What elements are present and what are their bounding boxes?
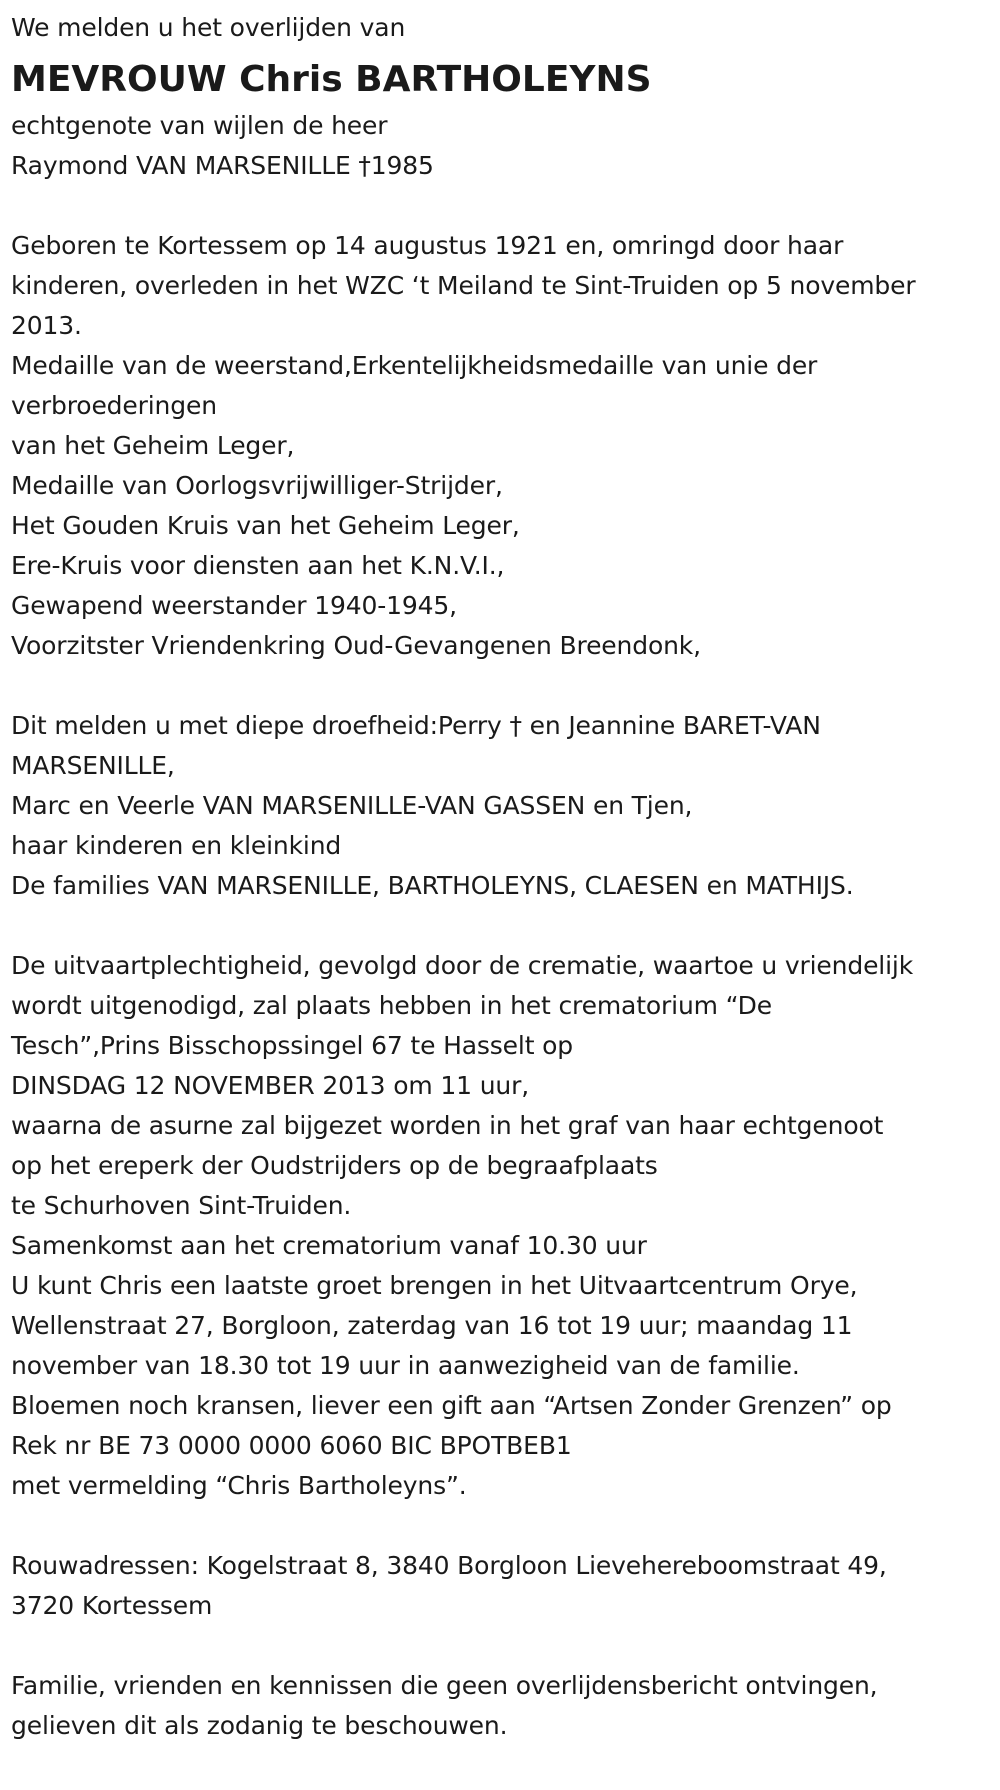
family-section	[11, 706, 989, 906]
ceremony-line: met vermelding “Chris Bartholeyns”.	[11, 1471, 467, 1500]
bio-line: Gewapend weerstander 1940-1945,	[11, 591, 457, 620]
bio-line: Medaille van de weerstand,Erkentelijkheidsmedaille van unie der	[11, 351, 818, 380]
intro-line: We melden u het overlijden van	[11, 13, 406, 42]
closing-line: Familie, vrienden en kennissen die geen overlijdensbericht ontvingen,	[11, 1671, 878, 1700]
bio-line: verbroederingen	[11, 391, 217, 420]
ceremony-line: Samenkomst aan het crematorium vanaf 10.30 uur	[11, 1231, 647, 1260]
bio-line: Het Gouden Kruis van het Geheim Leger,	[11, 511, 520, 540]
deceased-name: MEVROUW Chris BARTHOLEYNS	[11, 59, 652, 100]
ceremony-line: DINSDAG 12 NOVEMBER 2013 om 11 uur,	[11, 1071, 530, 1100]
closing-section	[11, 1666, 989, 1746]
ceremony-line: te Schurhoven Sint-Truiden.	[11, 1191, 352, 1220]
bio-line: kinderen, overleden in het WZC ‘t Meiland te Sint-Truiden op 5 november	[11, 271, 916, 300]
ceremony-line: Tesch”,Prins Bisschopssingel 67 te Hasselt op	[11, 1031, 574, 1060]
family-line: MARSENILLE,	[11, 751, 175, 780]
ceremony-section	[11, 946, 989, 1506]
closing-line: gelieven dit als zodanig te beschouwen.	[11, 1711, 508, 1740]
spacer	[11, 186, 989, 226]
ceremony-line: november van 18.30 tot 19 uur in aanwezigheid van de familie.	[11, 1351, 800, 1380]
address-section	[11, 1546, 989, 1626]
spouse-line: Raymond VAN MARSENILLE †1985	[11, 151, 434, 180]
bio-line: van het Geheim Leger,	[11, 431, 295, 460]
family-line: De families VAN MARSENILLE, BARTHOLEYNS, CLAESEN en MATHIJS.	[11, 871, 854, 900]
ceremony-line: U kunt Chris een laatste groet brengen in het Uitvaartcentrum Orye,	[11, 1271, 858, 1300]
spacer	[11, 1506, 989, 1546]
biography-section	[11, 226, 989, 666]
spacer	[11, 906, 989, 946]
spouse-line: echtgenote van wijlen de heer	[11, 111, 388, 140]
spacer	[11, 1626, 989, 1666]
bio-line: Medaille van Oorlogsvrijwilliger-Strijder,	[11, 471, 503, 500]
ceremony-line: waarna de asurne zal bijgezet worden in het graf van haar echtgenoot	[11, 1111, 884, 1140]
address-line: Rouwadressen: Kogelstraat 8, 3840 Borgloon Lievehereboomstraat 49,	[11, 1551, 887, 1580]
bio-line: 2013.	[11, 311, 82, 340]
ceremony-line: Wellenstraat 27, Borgloon, zaterdag van 16 tot 19 uur; maandag 11	[11, 1311, 853, 1340]
family-line: Marc en Veerle VAN MARSENILLE-VAN GASSEN en Tjen,	[11, 791, 693, 820]
bio-line: Geboren te Kortessem op 14 augustus 1921 en, omringd door haar	[11, 231, 844, 260]
family-line: Dit melden u met diepe droefheid:Perry † en Jeannine BARET-VAN	[11, 711, 821, 740]
address-line: 3720 Kortessem	[11, 1591, 213, 1620]
spacer	[11, 666, 989, 706]
ceremony-line: De uitvaartplechtigheid, gevolgd door de crematie, waartoe u vriendelijk	[11, 951, 914, 980]
ceremony-line: op het ereperk der Oudstrijders op de begraafplaats	[11, 1151, 658, 1180]
bio-line: Voorzitster Vriendenkring Oud-Gevangenen Breendonk,	[11, 631, 701, 660]
ceremony-line: wordt uitgenodigd, zal plaats hebben in het crematorium “De	[11, 991, 772, 1020]
spouse-section	[11, 106, 989, 186]
ceremony-line: Bloemen noch kransen, liever een gift aan “Artsen Zonder Grenzen” op	[11, 1391, 892, 1420]
ceremony-line: Rek nr BE 73 0000 0000 6060 BIC BPOTBEB1	[11, 1431, 572, 1460]
family-line: haar kinderen en kleinkind	[11, 831, 342, 860]
bio-line: Ere-Kruis voor diensten aan het K.N.V.I.,	[11, 551, 505, 580]
